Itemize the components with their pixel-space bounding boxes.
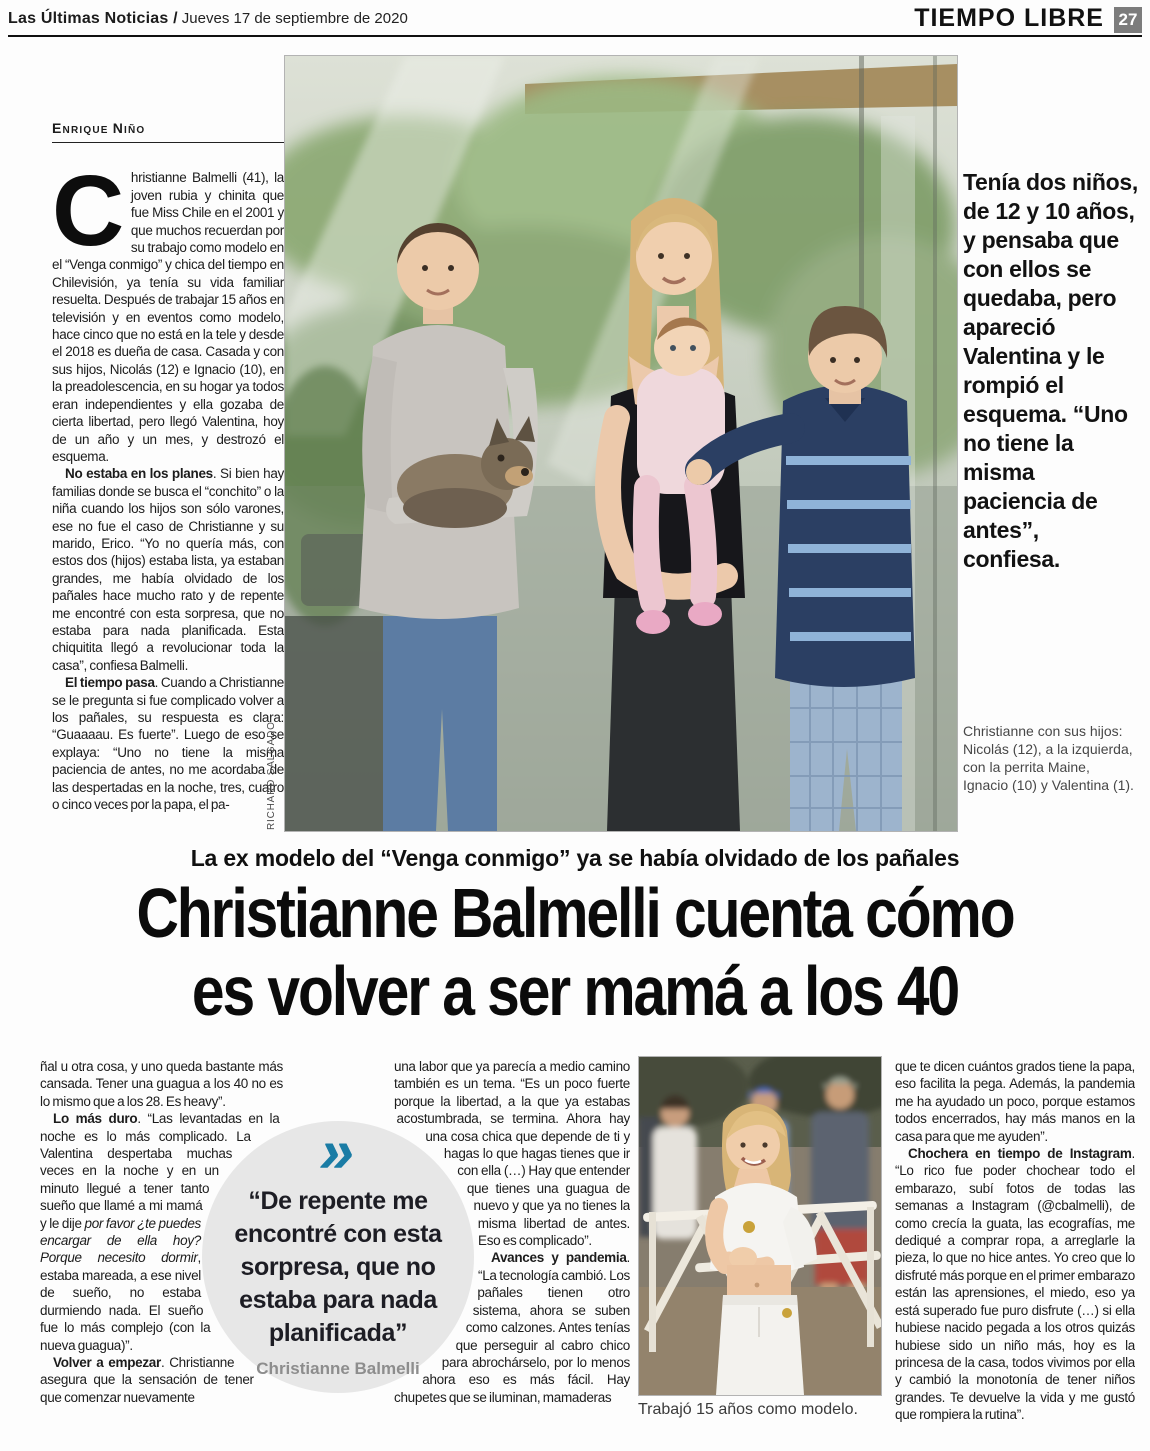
paragraph-text: . “Lo rico fue poder chochear todo el embarazo, subí fotos de todas las semanas a Instagram (@cbalmelli), de como crecía la guata, las ecografías, me dediqué a comprar ropa, a arreglarle la pieza, lo que no hice antes. Yo creo que lo disfruté más porque en el primer embarazo están las aprensiones, el miedo, eso ya está superado fue puro disfrute (…) si ella hubiese nacido pegada a los otros quizás hubiese sido un niño más, hoy es la princesa de la casa, todos vivimos por ella y cambió la monotonía de tener niños grandes. Te devuelve la vida y me gustó que rompiera la rutina”. [895,1146,1135,1423]
paragraph-text: . “La tecnología cambió. Los pañales tienen otro sistema, ahora se suben como calzones. Antes tenías que perseguir al cabro chico para abrochárselo, por lo menos ahora eso es más fácil. Hay chupetes que se iluminan, mamaderas [394,1250,630,1405]
drop-cap: C [52,155,124,268]
family-photo-illustration [285,56,957,831]
bottom-column-3 [895,1058,1135,1451]
paragraph-text: . Christianne asegura que la sensación de tener que comenzar nuevamente [40,1354,254,1405]
bottom-column-2 [394,1058,630,1451]
paragraph [895,1145,1135,1424]
family-photo [284,55,958,832]
masthead [8,10,408,28]
page-number-badge: 27 [1114,7,1142,33]
lead-paragraph [52,155,284,465]
headline-line-2: es volver a ser mamá a los 40 [191,952,959,1030]
paragraph-text: , estaba mareada, a ese nivel de sueño, no estaba durmiendo nada. El sueño fue lo más complejo (con la nueva guagua)”. [40,1250,211,1353]
model-photo-illustration [639,1057,881,1395]
model-photo [638,1056,882,1396]
header-rule [8,35,1142,37]
main-photo-caption: Christianne con sus hijos: Nicolás (12), a la izquierda, con la perrita Maine, Ignacio (10) y Valentina (1). [963,723,1134,793]
paragraph-text: ñal u otra cosa, y uno queda bastante más cansada. Tener una guagua a los 40 no es lo mismo que a los 28. Es heavy”. [40,1059,283,1109]
double-chevron-icon: » [313,1117,363,1186]
paragraph-text: . “Las levantadas en la noche es lo más complicado. La Valentina despertaba muchas veces en la noche y en un minuto llegué a tener tanto sueño que llamé a mi mamá y le dije [40,1111,280,1231]
paragraph-text: que te dicen cuántos grados tiene la papa, eso facilita la pega. Además, la pandemia me ha ayudado un poco, porque estamos todos encerrados, hay más manos en la casa para que me ayuden”. [895,1059,1135,1144]
paragraph-lead-in: Lo más duro [53,1111,138,1127]
bottom-photo-caption: Trabajó 15 años como modelo. [638,1401,858,1418]
italic-quote: por favor ¿te puedes encargar de ella hoy? Porque necesito dormir [40,1215,202,1266]
paragraph-text: una labor que ya parecía a medio camino también es un tema. “Es un poco fuerte porque la libertad, a la que ya estabas acostumbrada, se termina. Ahora hay una cosa chica que depende de ti y hagas lo que hagas tienes que ir con ella (…) Hay que entender que tienes una guagua de nuevo y que ya no tienes la misma libertad de antes. Eso es complicado”. [394,1059,630,1249]
masthead-date: Jueves 17 de septiembre de 2020 [181,10,408,27]
deck-subheadline: La ex modelo del “Venga conmigo” ya se había olvidado de los pañales [190,845,960,871]
circle-quote-text: “De repente me encontré con esta sorpresa, que no estaba para nada planificada” [234,1187,442,1347]
paragraph-text: . Cuando a Christianne se le pregunta si fue complicado volver a los pañales, su respuesta es clara: “Guaaaau. Es fuerte”. Luego de eso se explaya: “Uno no tiene la misma paciencia de antes, no me acordaba de las despertadas en la noche, tres, cuatro o cinco veces por la papa, el pa- [52,675,284,813]
paragraph-text: . Si bien hay familias donde se busca el “conchito” o la niña cuando los hijos son sólo varones, ese no fue el caso de Christianne y su marido, Erico. “Yo no quería más, con estos dos (hijos) estaba lista, ya estaban grandes, me había olvidado de los pañales hace mucho rato y de repente me encontré con esta sorpresa, que no estaba para nada planificada. Esta chiquitita llegó a revolucionar toda la casa”, confiesa Balmelli. [52,466,284,673]
paragraph [895,1058,1135,1145]
paragraph-lead-in: El tiempo pasa [65,675,155,691]
paragraph-lead-in: Avances y pandemia [491,1250,627,1266]
lead-paragraph-text: hristianne Balmelli (41), la joven rubia y chinita que fue Miss Chile en el 2001 y que muchos recuerdan por su trabajo como modelo en el “Venga conmigo” y chica del tiempo en Chilevisión, ya tenía su vida familiar resuelta. Después de trabajar 15 años en televisión y en eventos como modelo, hace cinco que no está en la tele y desde el 2018 es dueña de casa. Casada y con sus hijos, Nicolás (12) e Ignacio (10), en la preadolescencia, en su hogar ya todos eran independientes y ella gozaba de cierta libertad, pero llegó Valentina, hoy de un año y un mes, y destrozó el esquema. [52,170,284,464]
photo-credit: RICHARD SALGADO [266,721,277,830]
paragraph [52,674,284,813]
masthead-title: Las Últimas Noticias / [8,10,178,27]
paragraph [52,465,284,674]
headline-line-1: Christianne Balmelli cuenta cómo [136,874,1014,952]
circle-quote-attribution: Christianne Balmelli [256,1359,420,1378]
paragraph-lead-in: Volver a empezar [53,1354,161,1370]
section-title: TIEMPO LIBRE [914,4,1104,32]
paragraph-lead-in: Chochera en tiempo de Instagram [908,1146,1132,1162]
paragraph-lead-in: No estaba en los planes [65,466,213,482]
main-headline [0,874,1150,1030]
side-pull-quote: Tenía dos niños, de 12 y 10 años, y pensaba que con ellos se quedaba, pero apareció Valentina y le rompió el esquema. “Uno no tiene la misma paciencia de antes”, confiesa. [963,169,1138,572]
article-lead-column [52,120,284,846]
byline: Enrique Niño [52,120,284,143]
